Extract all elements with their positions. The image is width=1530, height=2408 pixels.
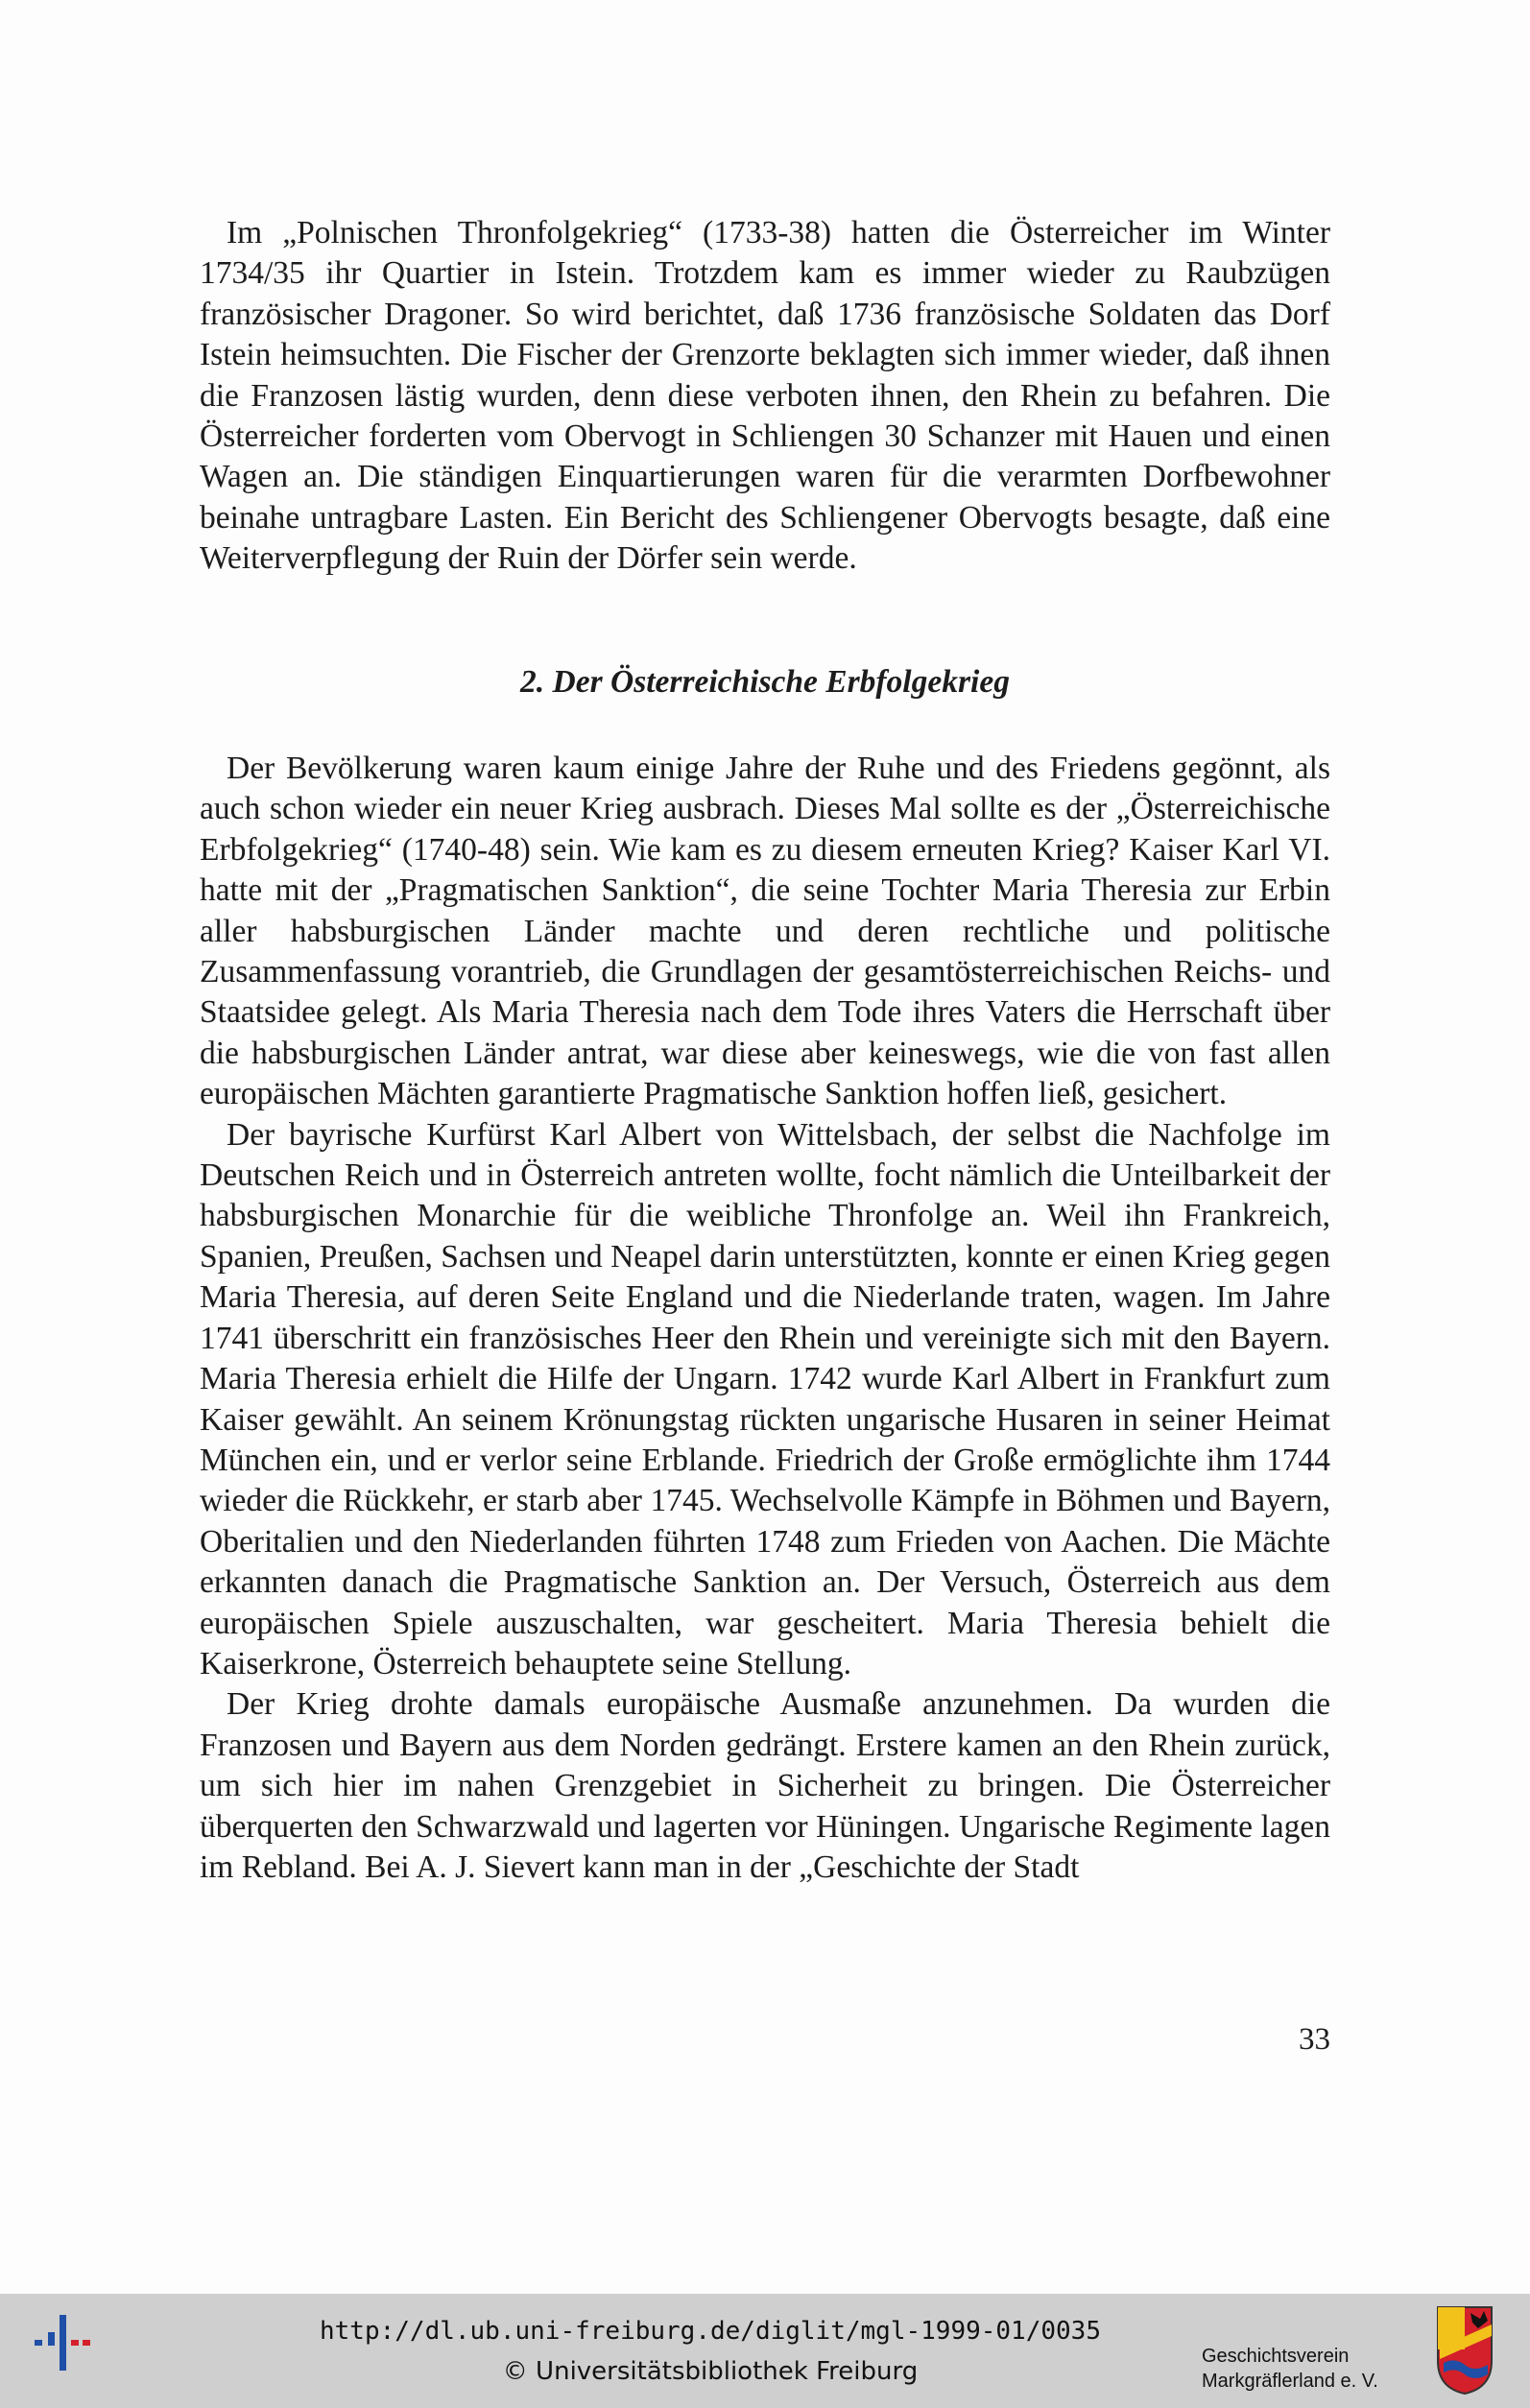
text-block-1 [200,213,1330,580]
page-number: 33 [1299,2022,1330,2057]
paragraph: Der Bevölkerung waren kaum einige Jahre der Ruhe und des Friedens gegönnt, als auch schon wieder ein neuer Krieg ausbrach. Dieses Mal sollte es der „Österreichische Erbfolgekrieg“ (1740-48) sein. Wie kam es zu diesem erneuten Krieg? Kaiser Karl VI. hatte mit der „Pragmatischen Sanktion“, die seine Tochter Maria Theresia zur Erbin aller habsburgischen Länder machte und deren rechtliche und politische Zusammenfassung vorantrieb, die Grundlagen der gesamtösterreichischen Reichs- und Staatsidee gelegt. Als Maria Theresia nach dem Tode ihres Vaters die Herrschaft über die habsburgischen Länder antrat, war diese aber keineswegs, wie die von fast allen europäischen Mächten garantierte Pragmatische Sanktion hoffen ließ, gesichert. [200,751,1330,1112]
viewer-footer [0,2294,1530,2408]
society-name [1202,2344,1427,2394]
copyright-notice: © Universitätsbibliothek Freiburg [502,2357,919,2386]
permalink-url[interactable]: http://dl.ub.uni-freiburg.de/diglit/mgl-1999-01/0035 [320,2317,1101,2346]
section-heading: 2. Der Österreichische Erbfolgekrieg [520,664,1010,700]
text-block-2 [200,749,1330,1888]
coat-of-arms-icon[interactable] [1436,2305,1494,2396]
paragraph: Im „Polnischen Thronfolgekrieg“ (1733-38) hatten die Österreicher im Winter 1734/35 ihr Quartier in Istein. Trotzdem kam es immer wieder zu Raubzügen französischer Dragoner. So wird berichtet, daß 1736 französische Soldaten das Dorf Istein heimsuchten. Die Fischer der Grenzorte beklagten sich immer wieder, daß ihnen die Franzosen lästig wurden, denn diese verboten ihnen, den Rhein zu befahren. Die Österreicher forderten vom Obervogt in Schliengen 30 Schanzer mit Hauen und einen Wagen an. Die ständigen Einquartierungen waren für die verarmten Dorfbewohner beinahe untragbare Lasten. Ein Bericht des Schliengener Obervogts besagte, daß eine Weiterverpflegung der Ruin der Dörfer sein werde. [200,215,1330,577]
society-line-2: Markgräflerland e. V. [1202,2371,1378,2392]
paragraph: Der bayrische Kurfürst Karl Albert von Wittelsbach, der selbst die Nachfolge im Deutschen Reich und in Österreich antreten wollte, focht nämlich die Unteilbarkeit der habsburgischen Monarchie für die weibliche Thronfolge an. Weil ihn Frankreich, Spanien, Preußen, Sachsen und Neapel darin unterstützten, konnte er einen Krieg gegen Maria Theresia, auf deren Seite England und die Niederlande traten, wagen. Im Jahre 1741 überschritt ein französisches Heer den Rhein und vereinigte sich mit den Bayern. Maria Theresia erhielt die Hilfe der Ungarn. 1742 wurde Karl Albert in Frankfurt zum Kaiser gewählt. An seinem Krönungstag rückten ungarische Husaren in seiner Heimat München ein, und er verlor seine Erblande. Friedrich der Große ermöglichte ihm 1744 wieder die Rückkehr, er starb aber 1745. Wechselvolle Kämpfe in Böhmen und Bayern, Oberitalien und den Niederlanden führten 1748 zum Frieden von Aachen. Die Mächte erkannten danach die Pragmatische Sanktion an. Der Versuch, Österreich aus dem europäischen Spiele auszuschalten, war gescheitert. Maria Theresia behielt die Kaiserkrone, Österreich behauptete seine Stellung. [200,1116,1330,1681]
ub-freiburg-logo-icon[interactable] [33,2311,96,2374]
society-line-1: Geschichtsverein [1202,2346,1350,2367]
paragraph: Der Krieg drohte damals europäische Ausmaße anzunehmen. Da wurden die Franzosen und Bayern aus dem Norden gedrängt. Erstere kamen an den Rhein zurück, um sich hier im nahen Grenzgebiet in Sicherheit zu bringen. Die Österreicher überquerten den Schwarzwald und lagerten vor Hüningen. Ungarische Regimente lagen im Rebland. Bei A. J. Sievert kann man in der „Geschichte der Stadt [200,1686,1330,1885]
